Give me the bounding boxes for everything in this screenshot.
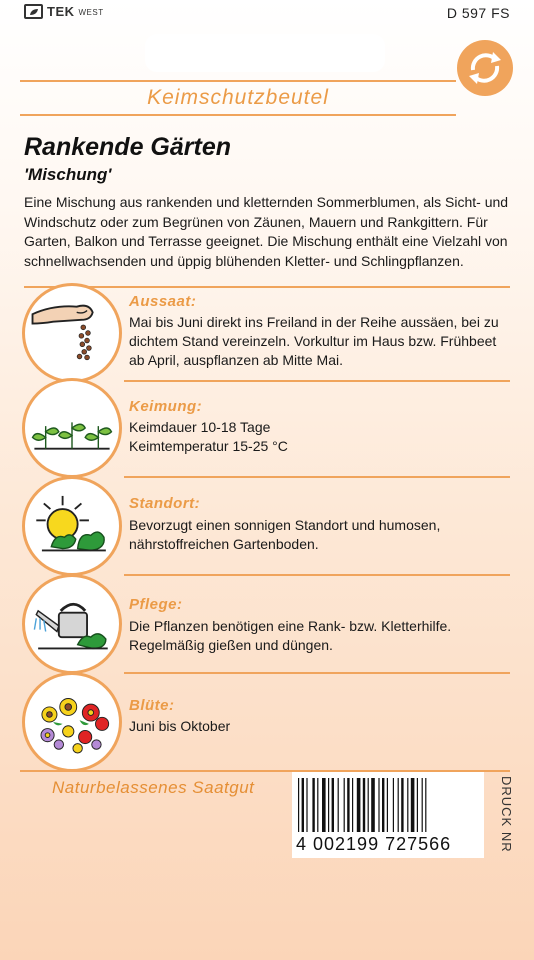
barcode-bar	[357, 778, 361, 832]
section-title-aussaat: Aussaat:	[129, 293, 197, 310]
barcode-bar	[344, 778, 345, 832]
barcode-bar	[401, 778, 403, 832]
barcode-bar	[368, 778, 369, 832]
barcode-bar	[332, 778, 334, 832]
barcode-bar	[417, 778, 418, 832]
tekwest-logo	[24, 4, 104, 19]
barcode-bar	[302, 778, 304, 832]
barcode-bar	[322, 778, 326, 832]
section-text-standort: Bevorzugt einen sonnigen Standort und humosen, nährstoffreichen Gartenboden.	[129, 517, 441, 552]
section-title-pflege: Pflege:	[129, 596, 183, 613]
barcode-bar	[352, 778, 353, 832]
section-text-keimung-2: Keimtemperatur 15-25 °C	[129, 438, 288, 454]
barcode-bar	[422, 778, 423, 832]
barcode-bar	[378, 778, 379, 832]
barcode-bar	[338, 778, 339, 832]
seedlings-icon	[22, 378, 122, 478]
section-title-standort: Standort:	[129, 495, 201, 512]
product-subtitle: 'Mischung'	[24, 165, 112, 184]
section-text-bluete: Juni bis Oktober	[129, 718, 231, 734]
barcode-bar	[317, 778, 318, 832]
barcode-bar	[363, 778, 365, 832]
barcode-number: 4 002199 727566	[296, 834, 452, 854]
barcode-bar	[347, 778, 349, 832]
divider	[124, 672, 510, 674]
sun-plants-icon	[22, 476, 122, 576]
watering-can-icon	[22, 574, 122, 674]
leaf-icon	[24, 4, 43, 19]
label-box	[145, 34, 385, 72]
barcode-bar	[328, 778, 329, 832]
barcode-bar	[371, 778, 375, 832]
keimschutz-label: Keimschutzbeutel	[20, 80, 456, 116]
brand-sub: WEST	[78, 8, 104, 17]
barcode-bar	[425, 778, 426, 832]
recycle-icon	[457, 40, 513, 96]
section-text-pflege: Die Pflanzen benötigen eine Rank- bzw. Kletterhilfe. Regelmäßig gießen und düngen.	[129, 618, 452, 653]
druck-nr-text: DRUCK NR	[499, 776, 514, 853]
barcode-bar	[407, 778, 408, 832]
divider	[124, 380, 510, 382]
barcode-bar	[411, 778, 415, 832]
divider	[124, 476, 510, 478]
divider	[124, 574, 510, 576]
barcode-bar	[306, 778, 307, 832]
section-text-aussaat: Mai bis Juni direkt ins Freiland in der Reihe aussäen, bei zu dichtem Stand vereinzeln. Vorkultur im Haus bzw. Frühbeet ab April, auspflanzen ab Mitte Mai.	[129, 314, 499, 368]
druck-nr-label	[496, 776, 516, 856]
flowers-icon	[22, 672, 122, 772]
section-text-keimung: Keimdauer 10-18 Tage	[129, 419, 271, 435]
barcode-bar	[312, 778, 314, 832]
barcode-bar	[387, 778, 388, 832]
product-title: Rankende Gärten	[24, 133, 232, 161]
brand-name: TEK	[47, 4, 75, 19]
sowing-hand-icon	[22, 283, 122, 383]
article-number: D 597 FS	[446, 5, 510, 21]
naturbelassen-label: Naturbelassenes Saatgut	[52, 778, 255, 797]
barcode-bar	[393, 778, 394, 832]
product-description: Eine Mischung aus rankenden und kletternden Sommerblumen, als Sicht- und Windschutz oder zum Begrünen von Zäunen, Mauern und Rankgittern. Für Garten, Balkon und Terrasse geeignet. Die Mischung enthält eine Vielzahl von schnellwachsenden und üppig blühenden Kletter- und Schlingpflanzen.	[24, 194, 509, 269]
barcode-bar	[398, 778, 399, 832]
barcode-bar	[298, 778, 299, 832]
section-title-bluete: Blüte:	[129, 697, 175, 714]
barcode-bar	[382, 778, 384, 832]
section-title-keimung: Keimung:	[129, 398, 203, 415]
